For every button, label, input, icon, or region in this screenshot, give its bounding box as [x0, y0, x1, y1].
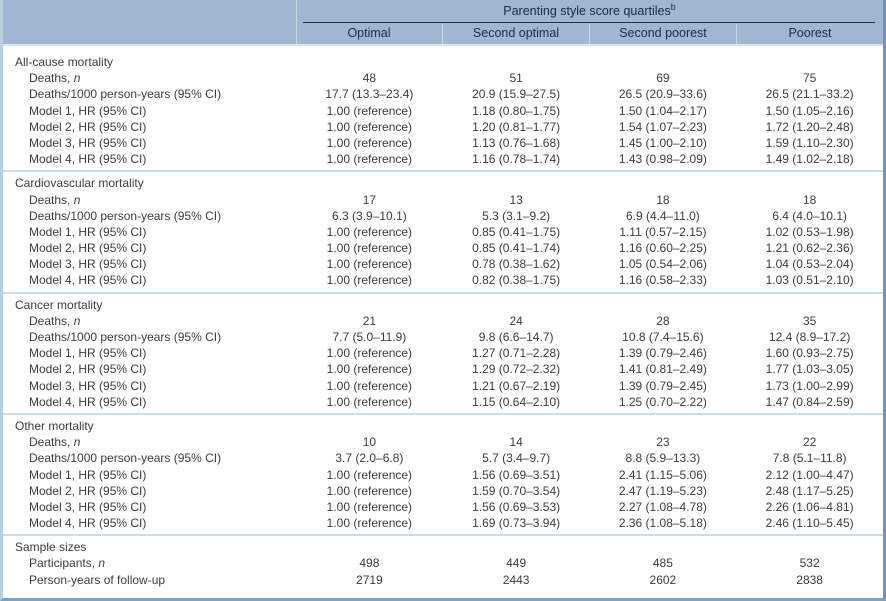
section-title-row [3, 539, 883, 555]
cell-value: 1.49 (1.02–2.18) [765, 152, 854, 167]
table-row [3, 313, 883, 329]
cell-value: 1.72 (1.20–2.48) [765, 119, 854, 134]
row-label [3, 224, 296, 240]
section-title-row [3, 175, 883, 191]
cell-value: 0.78 (0.38–1.62) [472, 257, 561, 272]
cell-value: 1.00 (reference) [326, 516, 413, 531]
cell-value: 3.7 (2.0–6.8) [335, 451, 404, 466]
cell-value: 1.18 (0.80–1.75) [472, 103, 561, 118]
cell-value: 1.73 (1.00–2.99) [765, 378, 854, 393]
cell-value: 1.00 (reference) [326, 224, 413, 239]
cell-value: 1.03 (0.51–2.10) [765, 273, 854, 288]
cell-value: 1.29 (0.72–2.32) [472, 362, 561, 377]
row-label-italic: n [73, 192, 81, 207]
cell-value: 1.39 (0.79–2.45) [618, 378, 707, 393]
cell-value: 17 [362, 192, 377, 207]
table-row [3, 555, 883, 571]
cell-value: 2.12 (1.00–4.47) [765, 467, 854, 482]
cell-value: 1.00 (reference) [326, 499, 413, 514]
row-label-text: Deaths, [29, 313, 74, 328]
cell-value: 1.77 (1.03–3.05) [765, 362, 854, 377]
row-label-text: Model 3, HR (95% CI) [29, 135, 147, 150]
table-row [3, 378, 883, 394]
cell-value: 1.20 (0.81–1.77) [472, 119, 561, 134]
cell-value: 1.00 (reference) [326, 119, 413, 134]
cell-value: 69 [656, 71, 670, 86]
row-label-italic: n [73, 71, 81, 86]
section-title: Cancer mortality [15, 297, 103, 312]
row-label [3, 361, 296, 377]
row-label-text: Model 1, HR (95% CI) [29, 467, 147, 482]
cell-value: 1.13 (0.76–1.68) [472, 135, 561, 150]
cell-value: 2.26 (1.06–4.81) [765, 499, 854, 514]
spanner-rule [303, 22, 875, 23]
row-label-text: Deaths/1000 person-years (95% CI) [29, 330, 222, 344]
cell-value: 10 [362, 435, 377, 450]
table-row [3, 515, 883, 531]
row-label [3, 272, 296, 288]
cell-value: 1.05 (0.54–2.06) [618, 257, 707, 272]
cell-value: 48 [362, 71, 377, 86]
cell-value: 1.41 (0.81–2.49) [618, 362, 707, 377]
cell-value: 51 [509, 71, 523, 86]
row-label [3, 555, 296, 571]
row-label-text: Model 2, HR (95% CI) [29, 483, 147, 498]
cell-value: 1.00 (reference) [326, 467, 413, 482]
cell-value: 17.7 (13.3–23.4) [325, 87, 414, 102]
cell-value: 2.46 (1.10–5.45) [765, 516, 854, 531]
row-label-text: Deaths, [29, 71, 74, 86]
table-row [3, 450, 883, 466]
row-label [3, 378, 296, 394]
cell-value: 5.3 (3.1–9.2) [482, 208, 551, 223]
row-label [3, 313, 296, 329]
cell-value: 1.16 (0.78–1.74) [472, 152, 561, 167]
cell-value: 2443 [502, 572, 530, 587]
cell-value: 22 [802, 435, 817, 450]
cell-value: 1.00 (reference) [326, 257, 413, 272]
section-title: Other mortality [15, 418, 94, 433]
row-label-text: Deaths, [29, 435, 74, 450]
cell-value: 1.21 (0.67–2.19) [472, 378, 561, 393]
column-header-second-poorest: Second poorest [589, 24, 736, 44]
row-label-text: Model 4, HR (95% CI) [29, 273, 147, 288]
row-label-text: Model 1, HR (95% CI) [29, 103, 147, 118]
table-row [3, 361, 883, 377]
cell-value: 13 [509, 192, 523, 207]
row-label-italic: n [73, 313, 81, 328]
cell-value: 1.45 (1.00–2.10) [618, 135, 707, 150]
table-section [3, 534, 883, 591]
section-title: Sample sizes [15, 540, 87, 555]
row-label [3, 119, 296, 135]
table-row [3, 572, 883, 588]
cell-value: 1.56 (0.69–3.51) [472, 467, 561, 482]
cell-value: 35 [802, 313, 817, 328]
cell-value: 498 [359, 556, 380, 571]
row-label-text: Participants, [29, 556, 99, 571]
cell-value: 449 [506, 556, 527, 571]
cell-value: 24 [509, 313, 523, 328]
row-label-text: Model 2, HR (95% CI) [29, 362, 147, 377]
cell-value: 1.16 (0.58–2.33) [618, 273, 707, 288]
cell-value: 9.8 (6.6–14.7) [478, 330, 554, 344]
cell-value: 1.21 (0.62–2.36) [765, 241, 854, 256]
cell-value: 1.50 (1.04–2.17) [618, 103, 707, 118]
row-label [3, 572, 296, 588]
cell-value: 1.00 (reference) [326, 394, 413, 409]
row-label [3, 345, 296, 361]
table-row [3, 272, 883, 288]
cell-value: 1.25 (0.70–2.22) [618, 394, 707, 409]
row-label-text: Model 2, HR (95% CI) [29, 241, 147, 256]
row-label [3, 70, 296, 86]
cell-value: 12.4 (8.9–17.2) [768, 330, 851, 344]
row-label [3, 256, 296, 272]
table-row [3, 192, 883, 208]
cell-value: 1.39 (0.79–2.46) [618, 346, 707, 361]
table-body [3, 46, 883, 591]
cell-value: 1.00 (reference) [326, 483, 413, 498]
cell-value: 485 [652, 556, 673, 571]
row-label-italic: n [73, 435, 81, 450]
cell-value: 1.00 (reference) [326, 152, 413, 167]
table-row [3, 434, 883, 450]
table-row [3, 394, 883, 410]
cell-value: 26.5 (21.1–33.2) [765, 87, 854, 102]
cell-value: 5.7 (3.4–9.7) [482, 451, 551, 466]
row-label [3, 434, 296, 450]
row-label [3, 515, 296, 531]
cell-value: 7.7 (5.0–11.9) [332, 330, 407, 344]
row-label-text: Model 3, HR (95% CI) [29, 378, 147, 393]
cell-value: 21 [362, 313, 377, 328]
cell-value: 0.85 (0.41–1.75) [472, 224, 561, 239]
row-label [3, 135, 296, 151]
row-label-text: Deaths, [29, 192, 74, 207]
table-row [3, 208, 883, 224]
row-label [3, 86, 296, 102]
section-title: Cardiovascular mortality [15, 176, 144, 191]
table-row [3, 256, 883, 272]
row-label-text: Model 4, HR (95% CI) [29, 516, 147, 531]
row-label [3, 103, 296, 119]
cell-value: 20.9 (15.9–27.5) [472, 87, 561, 102]
section-title-row [3, 297, 883, 313]
table-row [3, 467, 883, 483]
table-row [3, 499, 883, 515]
cell-value: 1.00 (reference) [326, 241, 413, 256]
cell-value: 1.59 (1.10–2.30) [765, 135, 854, 150]
cell-value: 0.82 (0.38–1.75) [472, 273, 561, 288]
cell-value: 6.9 (4.4–11.0) [625, 208, 700, 223]
row-label [3, 151, 296, 167]
cell-value: 1.00 (reference) [326, 103, 413, 118]
table-row [3, 345, 883, 361]
table-section [3, 413, 883, 534]
table-section [3, 170, 883, 291]
cell-value: 1.54 (1.07–2.23) [618, 119, 707, 134]
cell-value: 1.56 (0.69–3.53) [472, 499, 561, 514]
cell-value: 1.15 (0.64–2.10) [472, 394, 561, 409]
row-label-text: Deaths/1000 person-years (95% CI) [29, 87, 222, 102]
cell-value: 2.47 (1.19–5.23) [618, 483, 707, 498]
cell-value: 2.27 (1.08–4.78) [618, 499, 707, 514]
cell-value: 2719 [356, 572, 383, 587]
cell-value: 2838 [796, 572, 823, 587]
column-header-poorest: Poorest [736, 24, 883, 44]
table-row [3, 70, 883, 86]
section-title: All-cause mortality [15, 55, 114, 69]
cell-value: 1.16 (0.60–2.25) [618, 241, 707, 256]
cell-value: 6.4 (4.0–10.1) [772, 208, 847, 223]
row-label-text: Model 4, HR (95% CI) [29, 394, 147, 409]
row-label-text: Model 1, HR (95% CI) [29, 346, 147, 361]
row-label-text: Deaths/1000 person-years (95% CI) [29, 451, 222, 466]
table-section [3, 51, 883, 170]
cell-value: 6.3 (3.9–10.1) [332, 208, 407, 223]
table-row [3, 224, 883, 240]
cell-value: 26.5 (20.9–33.6) [618, 87, 707, 102]
cell-value: 1.00 (reference) [326, 135, 413, 150]
cell-value: 7.8 (5.1–11.8) [772, 451, 847, 466]
table-row [3, 329, 883, 345]
cell-value: 1.11 (0.57–2.15) [619, 224, 707, 239]
section-title-row [3, 418, 883, 434]
row-label [3, 329, 296, 345]
row-label-text: Model 3, HR (95% CI) [29, 499, 147, 514]
table-header [3, 0, 883, 46]
cell-value: 1.59 (0.70–3.54) [472, 483, 561, 498]
row-label-text: Model 1, HR (95% CI) [29, 224, 147, 239]
cell-value: 1.50 (1.05–2.16) [765, 103, 854, 118]
row-label-text: Model 2, HR (95% CI) [29, 119, 147, 134]
table-row [3, 240, 883, 256]
cell-value: 2.36 (1.08–5.18) [618, 516, 707, 531]
cell-value: 14 [509, 435, 523, 450]
cell-value: 18 [802, 192, 817, 207]
cell-value: 1.00 (reference) [326, 378, 413, 393]
spanner-heading [296, 2, 883, 21]
table-row [3, 135, 883, 151]
cell-value: 1.69 (0.73–3.94) [472, 516, 561, 531]
row-label-text: Deaths/1000 person-years (95% CI) [29, 208, 222, 223]
table-section [3, 292, 883, 413]
spanner-footnote-marker: b [670, 1, 676, 12]
cell-value: 8.8 (5.9–13.3) [625, 451, 701, 466]
cell-value: 1.02 (0.53–1.98) [765, 224, 854, 239]
cell-value: 532 [799, 556, 820, 571]
row-label [3, 499, 296, 515]
cell-value: 75 [802, 71, 817, 86]
cell-value: 23 [656, 435, 670, 450]
row-label-text: Person-years of follow-up [29, 572, 166, 587]
cell-value: 1.00 (reference) [326, 362, 413, 377]
table-row [3, 119, 883, 135]
cell-value: 2.41 (1.15–5.06) [618, 467, 707, 482]
cell-value: 1.00 (reference) [326, 273, 413, 288]
column-header-second-optimal: Second optimal [442, 24, 589, 44]
section-title-row [3, 54, 883, 70]
cell-value: 1.00 (reference) [326, 346, 413, 361]
row-label [3, 483, 296, 499]
cell-value: 1.27 (0.71–2.28) [472, 346, 561, 361]
cell-value: 28 [656, 313, 670, 328]
row-label [3, 240, 296, 256]
row-label-text: Model 3, HR (95% CI) [29, 257, 147, 272]
table-row [3, 103, 883, 119]
row-label-text: Model 4, HR (95% CI) [29, 152, 147, 167]
cell-value: 0.85 (0.41–1.74) [472, 241, 561, 256]
row-label [3, 208, 296, 224]
row-label [3, 192, 296, 208]
column-header-optimal: Optimal [347, 26, 391, 40]
cell-value: 1.60 (0.93–2.75) [765, 346, 854, 361]
row-label [3, 394, 296, 410]
row-label-italic: n [98, 556, 106, 571]
table-row [3, 483, 883, 499]
cell-value: 1.43 (0.98–2.09) [618, 152, 707, 167]
column-headers [296, 24, 883, 44]
cell-value: 18 [656, 192, 670, 207]
spanner-label: Parenting style score quartiles [503, 4, 671, 18]
cell-value: 10.8 (7.4–15.6) [622, 330, 704, 344]
cell-value: 2.48 (1.17–5.25) [765, 483, 854, 498]
table-row [3, 151, 883, 167]
cell-value: 1.04 (0.53–2.04) [765, 257, 854, 272]
cell-value: 2602 [649, 572, 677, 587]
row-label [3, 467, 296, 483]
table-row [3, 86, 883, 102]
cell-value: 1.47 (0.84–2.59) [765, 394, 854, 409]
row-label [3, 450, 296, 466]
